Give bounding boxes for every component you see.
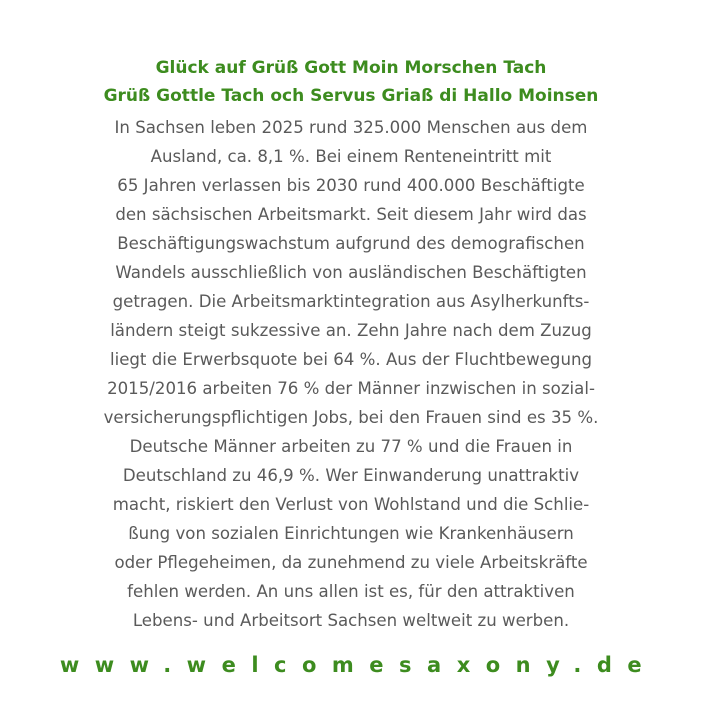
body-line: ländern steigt sukzessive an. Zehn Jahre nach dem Zuzug [110, 321, 592, 340]
body-line: Ausland, ca. 8,1 %. Bei einem Renteneintritt mit [150, 147, 552, 166]
body-line: Wandels ausschließlich von ausländischen Beschäftigten [115, 263, 587, 282]
body-line: Deutsche Männer arbeiten zu 77 % und die Frauen in [129, 437, 573, 456]
body-line: liegt die Erwerbsquote bei 64 %. Aus der Fluchtbewegung [109, 350, 593, 369]
body-line: Beschäftigungswachstum aufgrund des demografischen [117, 234, 585, 253]
body-line: 65 Jahren verlassen bis 2030 rund 400.000 Beschäftigte [117, 176, 585, 195]
body-paragraph [40, 113, 662, 635]
body-line: den sächsischen Arbeitsmarkt. Seit diesem Jahr wird das [115, 205, 587, 224]
body-line: macht, riskiert den Verlust von Wohlstand und die Schlie- [112, 495, 590, 514]
greetings-line-1: Glück auf Grüß Gott Moin Morschen Tach [155, 58, 547, 78]
body-line: getragen. Die Arbeitsmarktintegration aus Asylherkunfts- [112, 292, 590, 311]
body-line: versicherungspflichtigen Jobs, bei den Frauen sind es 35 %. [103, 408, 599, 427]
body-line: In Sachsen leben 2025 rund 325.000 Menschen aus dem [114, 118, 588, 137]
body-line: oder Pflegeheimen, da zunehmend zu viele Arbeitskräfte [114, 553, 588, 572]
body-line: Deutschland zu 46,9 %. Wer Einwanderung unattraktiv [122, 466, 580, 485]
body-line: Lebens- und Arbeitsort Sachsen weltweit zu werben. [132, 611, 570, 630]
body-line: fehlen werden. An uns allen ist es, für den attraktiven [127, 582, 575, 601]
body-line: ßung von sozialen Einrichtungen wie Krankenhäusern [128, 524, 574, 543]
greetings-line-2: Grüß Gottle Tach och Servus Griaß di Hallo Moinsen [103, 86, 599, 106]
body-line: 2015/2016 arbeiten 76 % der Männer inzwischen in sozial- [107, 379, 595, 398]
website-link[interactable]: www.welcomesaxony.de [59, 653, 658, 677]
